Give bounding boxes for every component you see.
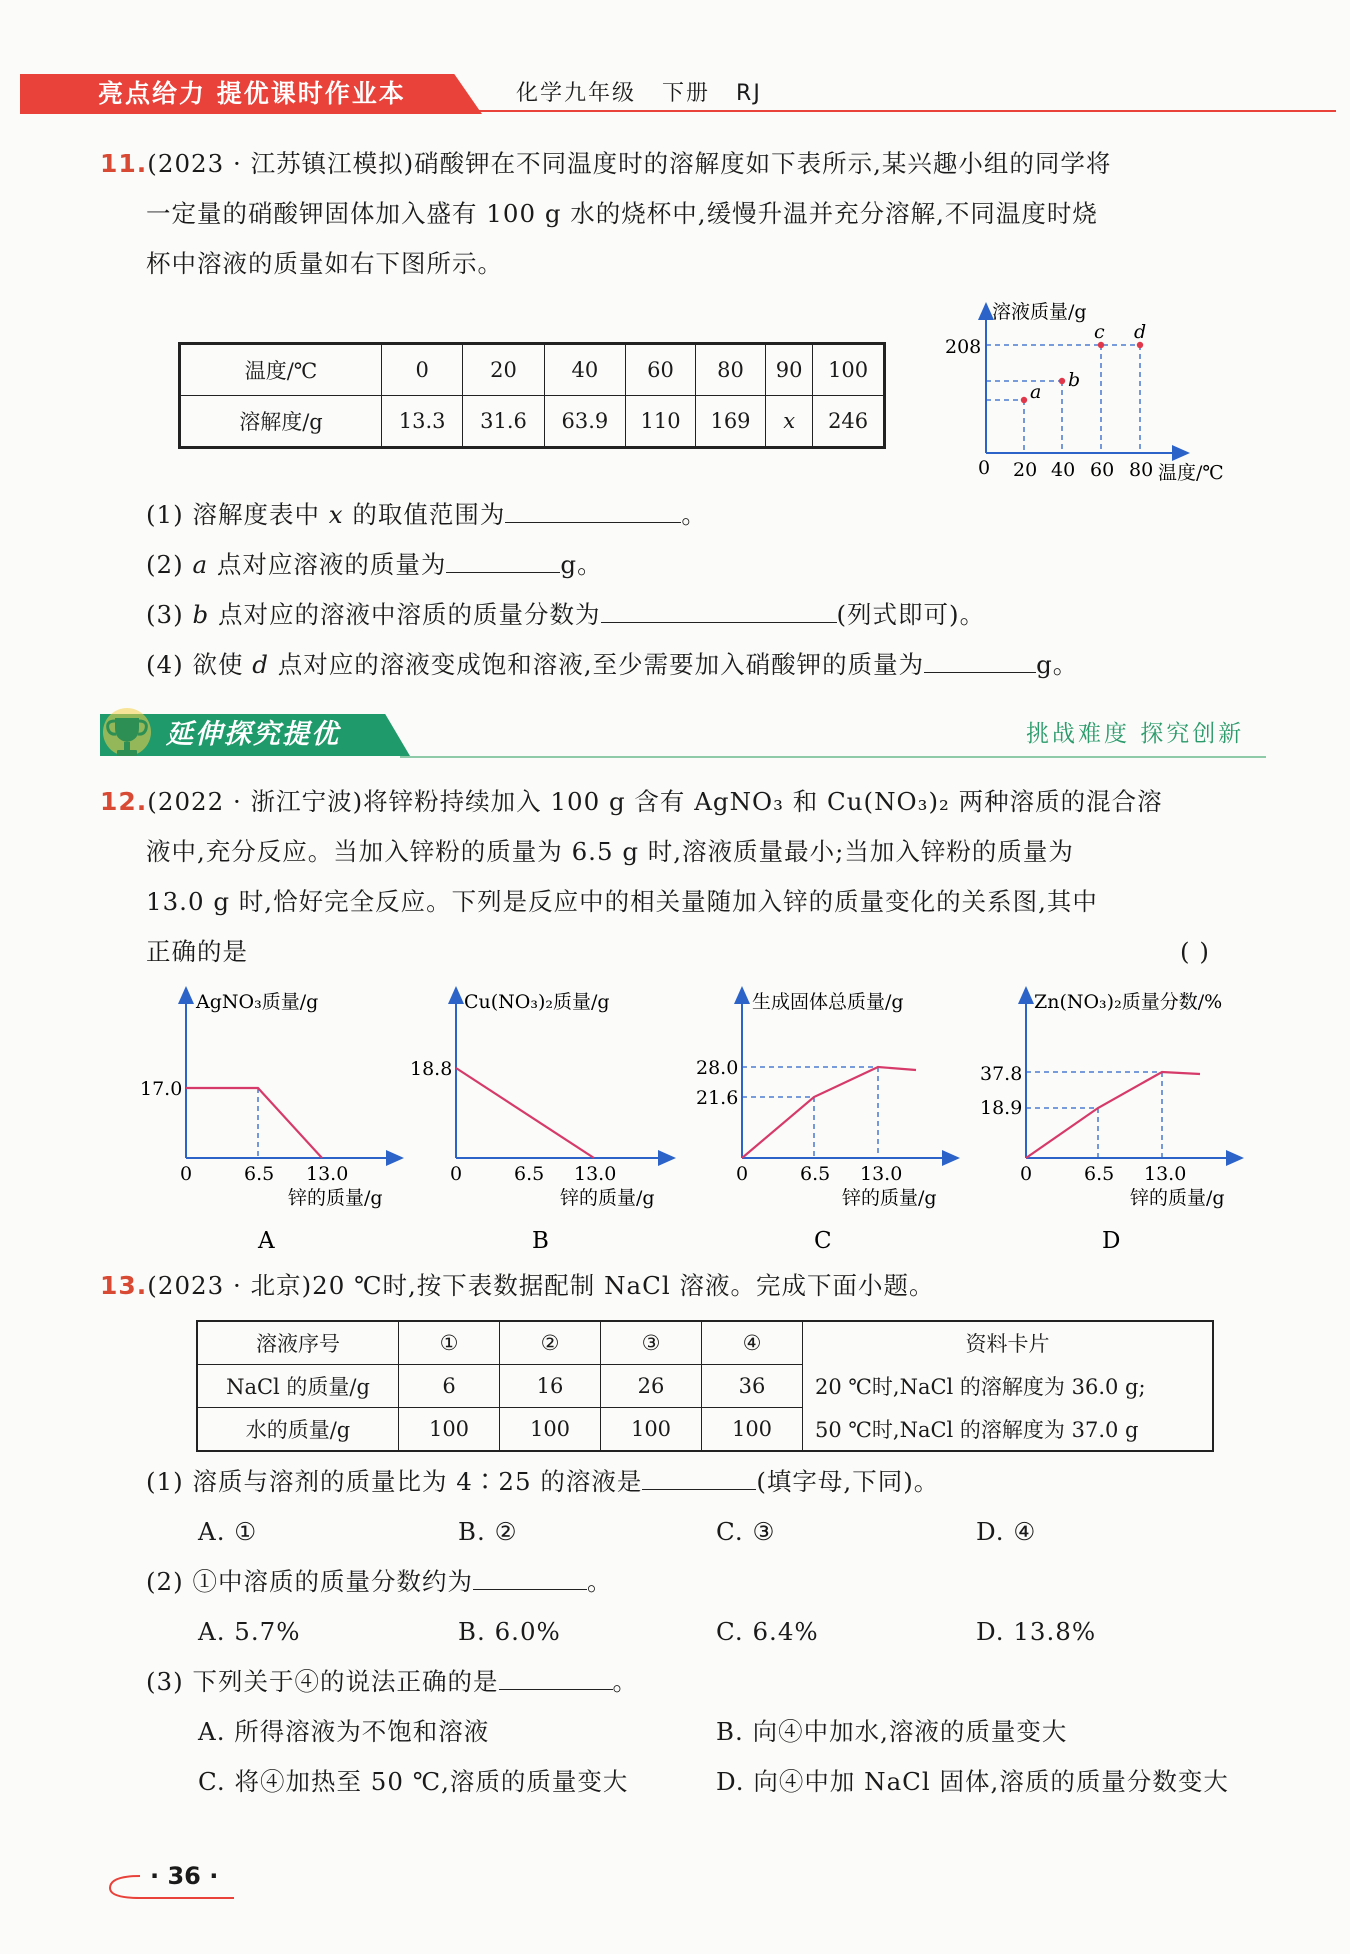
- table-row: [197, 1365, 1213, 1408]
- graph-c-origin: 0: [736, 1163, 749, 1185]
- graph-a-ytick: 17.0: [140, 1078, 183, 1100]
- graph-a-xtick: 13.0: [306, 1163, 349, 1185]
- q13-number: 13.: [100, 1271, 148, 1300]
- table-cell: 26: [601, 1365, 702, 1408]
- q13-sub1: (1) 溶质与溶剂的质量比为 4∶25 的溶液是 (填字母,下同)。: [146, 1467, 940, 1496]
- page-number: · 36 ·: [150, 1862, 219, 1890]
- graph-d-ytick: 18.9: [980, 1097, 1023, 1119]
- table-cell: 100: [500, 1408, 601, 1452]
- option: A. ①: [198, 1517, 258, 1546]
- card-line: 20 ℃时,NaCl 的溶解度为 36.0 g;: [803, 1365, 1214, 1408]
- option: D. ④: [976, 1517, 1037, 1546]
- section-rule: [400, 756, 1266, 758]
- option: B. 6.0%: [458, 1617, 561, 1646]
- table-cell: 63.9: [544, 396, 625, 448]
- option: C. ③: [716, 1517, 776, 1546]
- graph-d-ylabel: Zn(NO₃)₂质量分数/%: [1034, 991, 1223, 1013]
- table-cell: x: [766, 396, 813, 448]
- option: A. 所得溶液为不饱和溶液: [198, 1717, 490, 1746]
- table-header: 溶液序号: [197, 1321, 399, 1365]
- point-b-label: b: [1068, 369, 1081, 391]
- graph-a-ylabel: AgNO₃质量/g: [196, 991, 319, 1013]
- point-a: [1021, 397, 1027, 403]
- answer-parentheses: ( ): [1180, 937, 1210, 966]
- section-title: 延伸探究提优: [166, 719, 340, 750]
- option: B. ②: [458, 1517, 518, 1546]
- section-subtitle: 挑战难度 探究创新: [1026, 721, 1245, 747]
- graph-b-xlabel: 锌的质量/g: [560, 1187, 655, 1209]
- table-cell: 31.6: [463, 396, 544, 448]
- graph-b-origin: 0: [450, 1163, 463, 1185]
- table-cell: 6: [399, 1365, 500, 1408]
- table-row: [197, 1408, 1213, 1452]
- q12-line4: 正确的是: [146, 937, 248, 966]
- graph-d-letter: D: [1102, 1228, 1121, 1254]
- graph-c-xtick: 13.0: [860, 1163, 903, 1185]
- q12-line2: 液中,充分反应。当加入锌粉的质量为 6.5 g 时,溶液质量最小;当加入锌粉的质量为: [146, 837, 1074, 866]
- graph-a: [140, 991, 396, 1254]
- table-cell: ②: [500, 1321, 601, 1365]
- card-line: 50 ℃时,NaCl 的溶解度为 37.0 g: [803, 1408, 1214, 1452]
- point-b: [1059, 378, 1065, 384]
- q11-number: 11.: [100, 149, 148, 178]
- table-cell: 100: [813, 344, 885, 396]
- graph-d-xtick: 13.0: [1144, 1163, 1187, 1185]
- graph-c-line: [742, 1067, 916, 1158]
- q12-line1: 12.(2022 · 浙江宁波)将锌粉持续加入 100 g 含有 AgNO₃ 和 Cu(NO₃)₂ 两种溶质的混合溶: [100, 787, 1163, 816]
- table-cell: 90: [766, 344, 813, 396]
- option: C. 将④加热至 50 ℃,溶质的质量变大: [198, 1767, 629, 1796]
- table-cell: 13.3: [382, 396, 463, 448]
- graph-c-ytick: 28.0: [696, 1057, 739, 1079]
- header-volume: 下册: [662, 81, 711, 106]
- table-cell: 80: [696, 344, 766, 396]
- table-row: [197, 1321, 1213, 1365]
- header-subject: 化学九年级: [516, 81, 637, 106]
- trophy-icon: [98, 706, 156, 764]
- option: D. 13.8%: [976, 1617, 1097, 1646]
- graph-d: [980, 991, 1236, 1254]
- table-header: 水的质量/g: [197, 1408, 399, 1452]
- x-tick: 20: [1013, 459, 1038, 481]
- table-cell: 100: [399, 1408, 500, 1452]
- table-cell: ③: [601, 1321, 702, 1365]
- graph-a-letter: A: [258, 1228, 275, 1254]
- q11-sub3: (3) b 点对应的溶液中溶质的质量分数为 (列式即可)。: [146, 600, 986, 629]
- option: A. 5.7%: [198, 1617, 301, 1646]
- q12-number: 12.: [100, 787, 148, 816]
- table-cell: 110: [626, 396, 696, 448]
- y-axis-label: 溶液质量/g: [992, 301, 1087, 323]
- table-cell: 36: [702, 1365, 803, 1408]
- table-row: [180, 344, 885, 396]
- graph-c-xlabel: 锌的质量/g: [842, 1187, 937, 1209]
- header-edition: RJ: [736, 81, 762, 106]
- header-title: 亮点给力 提优课时作业本: [98, 79, 406, 108]
- q11-line3: 杯中溶液的质量如右下图所示。: [146, 249, 503, 278]
- q13-nacl-table: [196, 1320, 1214, 1452]
- graph-a-xtick: 6.5: [244, 1163, 275, 1185]
- table-row: [180, 396, 885, 448]
- option: B. 向④中加水,溶液的质量变大: [716, 1717, 1068, 1746]
- table-cell: 100: [601, 1408, 702, 1452]
- table-cell: 60: [626, 344, 696, 396]
- point-a-label: a: [1030, 381, 1042, 403]
- table-header: 温度/℃: [180, 344, 382, 396]
- graph-a-origin: 0: [180, 1163, 193, 1185]
- graph-b-letter: B: [532, 1228, 549, 1254]
- graph-a-xlabel: 锌的质量/g: [288, 1187, 383, 1209]
- table-header: 溶解度/g: [180, 396, 382, 448]
- x-tick: 60: [1090, 459, 1115, 481]
- q11-sub1: (1) 溶解度表中 x 的取值范围为 。: [146, 500, 707, 529]
- graph-d-origin: 0: [1020, 1163, 1033, 1185]
- table-cell: 169: [696, 396, 766, 448]
- point-c-label: c: [1094, 321, 1105, 343]
- q11-solubility-table: [178, 342, 886, 449]
- graph-a-line: [186, 1088, 322, 1158]
- option: D. 向④中加 NaCl 固体,溶质的质量分数变大: [716, 1767, 1229, 1796]
- q11-line1: 11.(2023 · 江苏镇江模拟)硝酸钾在不同温度时的溶解度如下表所示,某兴趣小组的同学将: [100, 149, 1112, 178]
- q11-sub4: (4) 欲使 d 点对应的溶液变成饱和溶液,至少需要加入硝酸钾的质量为 g。: [146, 650, 1079, 679]
- graph-d-xtick: 6.5: [1084, 1163, 1115, 1185]
- q12-graphs: [120, 980, 1270, 1260]
- table-cell: 100: [702, 1408, 803, 1452]
- graph-c-xtick: 6.5: [800, 1163, 831, 1185]
- graph-c-ylabel: 生成固体总质量/g: [752, 991, 904, 1013]
- table-header: NaCl 的质量/g: [197, 1365, 399, 1408]
- q11-solution-mass-graph: [930, 288, 1250, 488]
- q11-line2: 一定量的硝酸钾固体加入盛有 100 g 水的烧杯中,缓慢升温并充分溶解,不同温度时烧: [146, 199, 1098, 228]
- graph-b-xtick: 13.0: [574, 1163, 617, 1185]
- origin-label: 0: [978, 457, 991, 479]
- card-title: 资料卡片: [803, 1321, 1214, 1365]
- point-d-label: d: [1134, 321, 1147, 343]
- graph-d-ytick: 37.8: [980, 1063, 1023, 1085]
- graph-b-xtick: 6.5: [514, 1163, 545, 1185]
- table-cell: 40: [544, 344, 625, 396]
- table-cell: 246: [813, 396, 885, 448]
- q12-line3: 13.0 g 时,恰好完全反应。下列是反应中的相关量随加入锌的质量变化的关系图,其中: [146, 887, 1098, 916]
- graph-c-ytick: 21.6: [696, 1087, 739, 1109]
- x-tick: 40: [1051, 459, 1076, 481]
- table-cell: 0: [382, 344, 463, 396]
- graph-b: [410, 991, 668, 1254]
- graph-b-ylabel: Cu(NO₃)₂质量/g: [464, 991, 610, 1013]
- q13-sub3: (3) 下列关于④的说法正确的是 。: [146, 1667, 638, 1696]
- x-axis-label: 温度/℃: [1158, 462, 1224, 484]
- graph-d-xlabel: 锌的质量/g: [1130, 1187, 1225, 1209]
- graph-c: [696, 991, 952, 1254]
- y-tick: 208: [945, 336, 982, 358]
- header-info: [516, 78, 788, 110]
- graph-d-line: [1026, 1072, 1200, 1158]
- graph-b-line: [456, 1068, 594, 1158]
- table-cell: ①: [399, 1321, 500, 1365]
- table-cell: 16: [500, 1365, 601, 1408]
- q13-line1: 13.(2023 · 北京)20 ℃时,按下表数据配制 NaCl 溶液。完成下面小题。: [100, 1271, 935, 1300]
- option: C. 6.4%: [716, 1617, 819, 1646]
- table-cell: 20: [463, 344, 544, 396]
- graph-c-letter: C: [814, 1228, 832, 1254]
- x-tick: 80: [1129, 459, 1154, 481]
- q11-sub2: (2) a 点对应溶液的质量为 g。: [146, 550, 603, 579]
- graph-b-ytick: 18.8: [410, 1058, 453, 1080]
- table-cell: ④: [702, 1321, 803, 1365]
- q13-sub2: (2) ①中溶质的质量分数约为 。: [146, 1567, 613, 1596]
